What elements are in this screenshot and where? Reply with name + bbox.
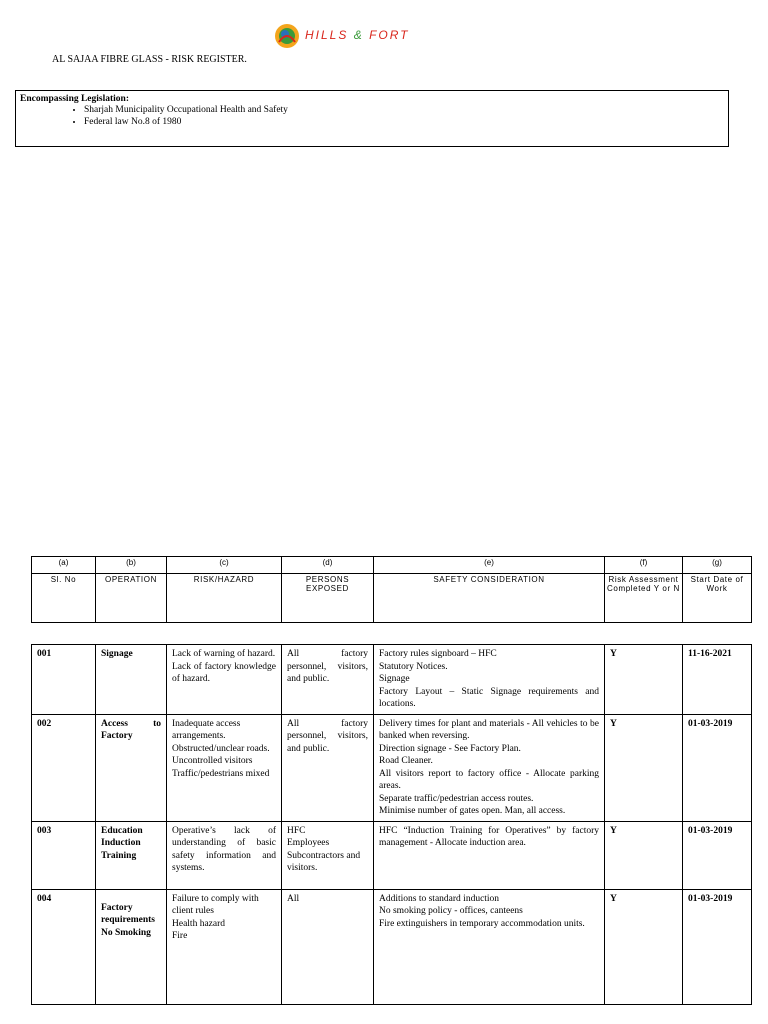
column-header: Risk Assessment Completed Y or N [605, 574, 683, 623]
column-header: Start Date of Work [683, 574, 752, 623]
register-header-table [31, 556, 752, 623]
logo-emblem-icon [273, 22, 301, 50]
column-letter: (b) [96, 557, 167, 574]
legislation-item: • Sharjah Municipality Occupational Health and Safety [84, 104, 724, 116]
date-cell: 01-03-2019 [683, 714, 752, 821]
table-row [32, 645, 752, 715]
column-letter: (e) [374, 557, 605, 574]
date-cell: 01-03-2019 [683, 821, 752, 889]
assessed-cell: Y [605, 645, 683, 715]
persons-cell: All factory personnel, visitors, and public. [282, 714, 374, 821]
operation-cell: Access to Factory [96, 714, 167, 821]
assessed-cell: Y [605, 714, 683, 821]
persons-cell: All factory personnel, visitors, and public. [282, 645, 374, 715]
operation-cell: Factory requirements No Smoking [96, 889, 167, 1004]
assessed-cell: Y [605, 821, 683, 889]
document-title: AL SAJAA FIBRE GLASS - RISK REGISTER. [52, 54, 247, 65]
column-header: Sl. No [32, 574, 96, 623]
table-row [32, 821, 752, 889]
sl-no-cell: 004 [32, 889, 96, 1004]
safety-cell: Delivery times for plant and materials - All vehicles to be banked when reversing. Direction signage - See Factory Plan. Road Cleaner. All visitors report to factory office - Allocate parking areas. Separate traffic/pedestrian access routes. Minimise number of gates open. Man, all access. [374, 714, 605, 821]
column-letter: (g) [683, 557, 752, 574]
table-row [32, 714, 752, 821]
company-logo [273, 22, 423, 52]
date-cell: 01-03-2019 [683, 889, 752, 1004]
logo-text: HILLS & FORT [305, 28, 410, 42]
safety-cell: Factory rules signboard – HFC Statutory Notices. Signage Factory Layout – Static Signage requirements and locations. [374, 645, 605, 715]
date-cell: 11-16-2021 [683, 645, 752, 715]
risk-register-table [31, 644, 752, 1005]
legislation-item: • Federal law No.8 of 1980 [84, 116, 724, 128]
sl-no-cell: 001 [32, 645, 96, 715]
operation-cell: Education Induction Training [96, 821, 167, 889]
persons-cell: HFC Employees Subcontractors and visitors. [282, 821, 374, 889]
column-header: PERSONS EXPOSED [282, 574, 374, 623]
sl-no-cell: 002 [32, 714, 96, 821]
table-row [32, 889, 752, 1004]
column-letter: (d) [282, 557, 374, 574]
safety-cell: HFC “Induction Training for Operatives” by factory management - Allocate induction area. [374, 821, 605, 889]
column-header: SAFETY CONSIDERATION [374, 574, 605, 623]
column-letter: (c) [167, 557, 282, 574]
legislation-box [15, 90, 729, 147]
assessed-cell: Y [605, 889, 683, 1004]
risk-cell: Inadequate access arrangements. Obstructed/unclear roads. Uncontrolled visitors Traffic/pedestrians mixed [167, 714, 282, 821]
operation-cell: Signage [96, 645, 167, 715]
sl-no-cell: 003 [32, 821, 96, 889]
column-header: OPERATION [96, 574, 167, 623]
column-letter: (f) [605, 557, 683, 574]
legislation-heading: Encompassing Legislation: [20, 94, 130, 104]
persons-cell: All [282, 889, 374, 1004]
column-letter: (a) [32, 557, 96, 574]
risk-cell: Failure to comply with client rules Health hazard Fire [167, 889, 282, 1004]
column-header: RISK/HAZARD [167, 574, 282, 623]
risk-cell: Lack of warning of hazard. Lack of factory knowledge of hazard. [167, 645, 282, 715]
legislation-list [20, 104, 724, 128]
risk-cell: Operative’s lack of understanding of basic safety information and systems. [167, 821, 282, 889]
safety-cell: Additions to standard induction No smoking policy - offices, canteens Fire extinguishers in temporary accommodation units. [374, 889, 605, 1004]
